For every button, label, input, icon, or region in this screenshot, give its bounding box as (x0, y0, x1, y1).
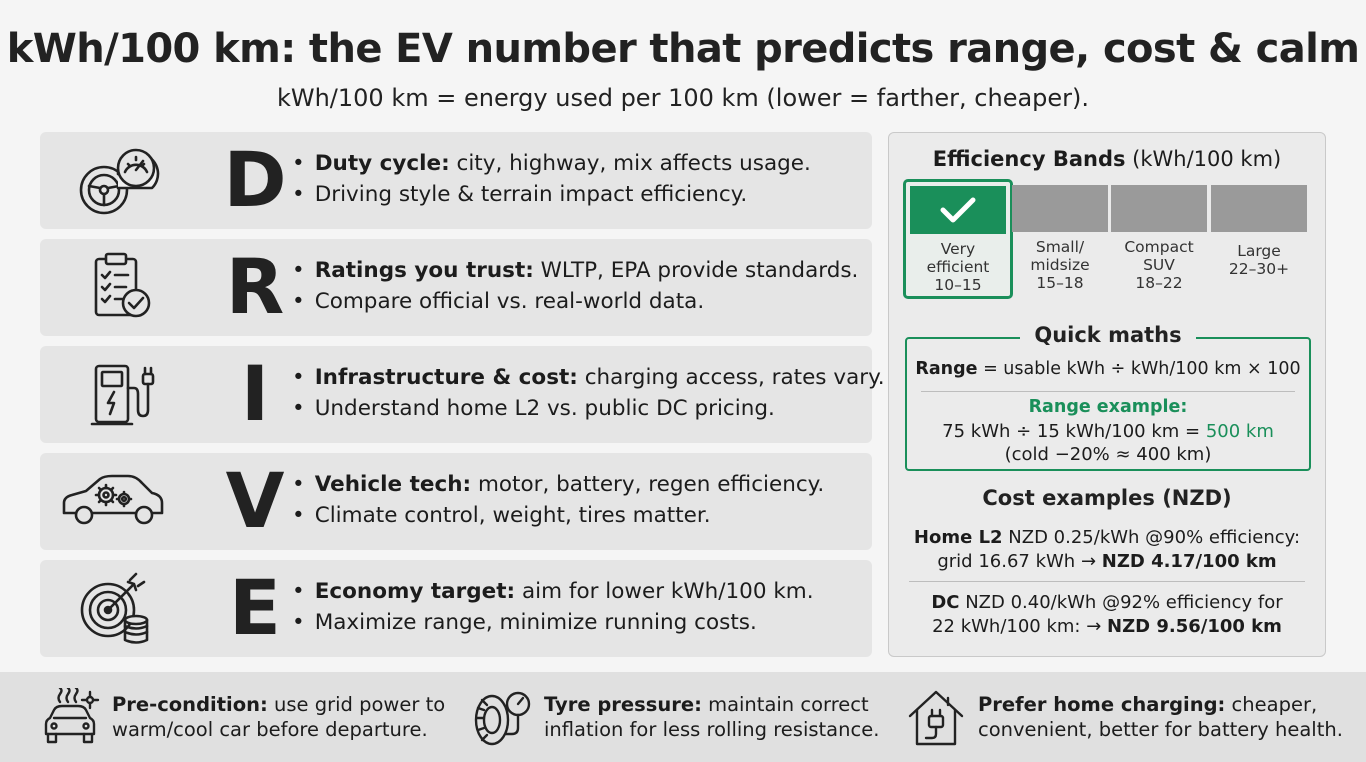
quick-maths-title: Quick maths (1020, 323, 1195, 347)
range-example-title: Range example: (1028, 397, 1188, 417)
band-very-efficient (903, 179, 1013, 299)
car-climate-icon (40, 688, 100, 748)
band-large (1211, 185, 1307, 278)
drive-line-1: • Economy target: aim for lower kWh/100 km. (292, 576, 867, 607)
band-label: Small/ midsize 15–18 (1030, 238, 1090, 292)
cost-title: Cost examples (NZD) (982, 486, 1232, 510)
steering-wheel-speedometer-icon (70, 142, 166, 220)
car-gears-icon (70, 463, 166, 541)
drive-letter: V (225, 456, 285, 545)
band-bar (1211, 185, 1307, 232)
divider (921, 391, 1295, 392)
band-small-midsize (1012, 185, 1108, 292)
drive-row-r (40, 239, 872, 336)
target-coins-icon (70, 570, 166, 648)
cost-home-l2: Home L2 NZD 0.25/kWh @90% efficiency: grid 16.67 kWh → NZD 4.17/100 km (913, 527, 1301, 572)
range-example-cold: (cold −20% ≈ 400 km) (1004, 444, 1212, 465)
tips-footer (0, 672, 1366, 762)
band-bar (910, 186, 1006, 234)
divider (909, 581, 1305, 582)
drive-letter: E (229, 563, 281, 652)
tip-text: Prefer home charging: cheaper, convenient, better for battery health. (978, 693, 1343, 741)
drive-line-2: • Climate control, weight, tires matter. (292, 500, 867, 531)
band-compact-suv (1111, 185, 1207, 292)
tyre-gauge-icon (472, 688, 532, 748)
range-example-line: 75 kWh ÷ 15 kWh/100 km = 500 km (942, 421, 1274, 442)
page-subtitle: kWh/100 km = energy used per 100 km (lower = farther, cheaper). (276, 84, 1090, 112)
bands-title: Efficiency Bands (kWh/100 km) (932, 147, 1282, 171)
band-label: Compact SUV 18–22 (1124, 238, 1194, 292)
drive-row-v (40, 453, 872, 550)
tip-text: Pre-condition: use grid power to warm/cool car before departure. (112, 693, 446, 741)
drive-line-2: • Compare official vs. real-world data. (292, 286, 867, 317)
drive-line-1: • Duty cycle: city, highway, mix affects usage. (292, 148, 867, 179)
page-title: kWh/100 km: the EV number that predicts range, cost & calm (6, 26, 1360, 72)
band-bar (1111, 185, 1207, 232)
cost-dc: DC NZD 0.40/kWh @92% efficiency for 22 kWh/100 km: → NZD 9.56/100 km (931, 592, 1283, 637)
band-label: Very efficient 10–15 (926, 240, 990, 294)
drive-row-e (40, 560, 872, 657)
drive-row-i (40, 346, 885, 443)
drive-line-1: • Vehicle tech: motor, battery, regen efficiency. (292, 469, 867, 500)
range-formula: Range = usable kWh ÷ kWh/100 km × 100 (915, 359, 1301, 379)
quick-maths-box (905, 323, 1311, 471)
house-plug-icon (906, 688, 966, 748)
checkmark-icon (910, 186, 1006, 234)
tip-text: Tyre pressure: maintain correct inflation for less rolling resistance. (544, 693, 880, 741)
drive-line-1: • Ratings you trust: WLTP, EPA provide standards. (292, 255, 867, 286)
band-bar (1012, 185, 1108, 232)
drive-letter: R (225, 242, 285, 331)
band-label: Large 22–30+ (1228, 242, 1290, 278)
drive-line-1: • Infrastructure & cost: charging access, rates vary. (292, 362, 867, 393)
drive-list (40, 132, 885, 667)
drive-row-d (40, 132, 872, 229)
charging-station-icon (70, 356, 166, 434)
clipboard-checklist-icon (70, 249, 166, 327)
drive-letter: D (223, 135, 287, 224)
drive-line-2: • Driving style & terrain impact efficiency. (292, 179, 867, 210)
drive-letter: I (240, 349, 270, 438)
drive-line-2: • Maximize range, minimize running costs. (292, 607, 867, 638)
efficiency-panel (888, 132, 1326, 657)
drive-line-2: • Understand home L2 vs. public DC pricing. (292, 393, 867, 424)
